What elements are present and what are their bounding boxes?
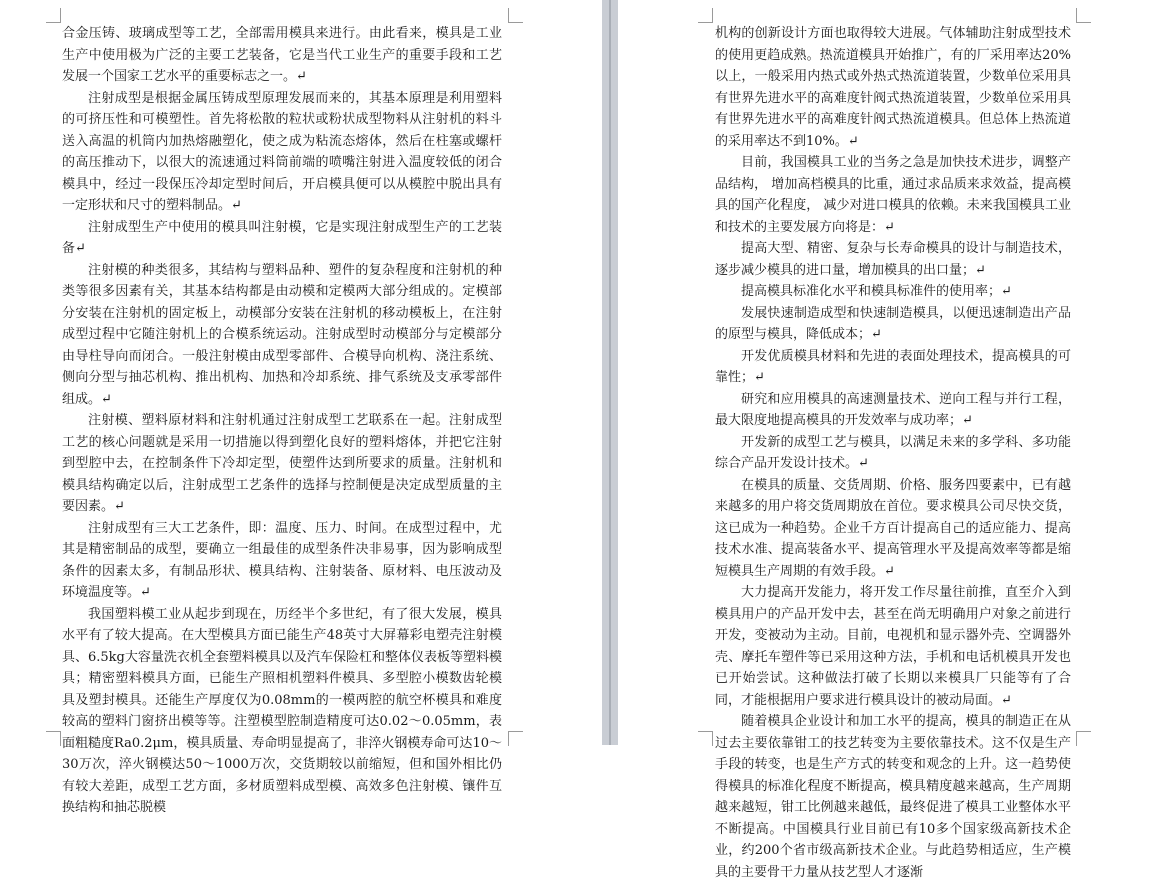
- paragraph[interactable]: 注射成型是根据金属压铸成型原理发展而来的，其基本原理是利用塑料的可挤压性和可模塑性。首先将松散的粒状或粉状成型物料从注射机的料斗送入高温的机筒内加热熔融塑化，使之成为粘流态熔体，然后在柱塞或螺杆的高压推动下，以很大的流速通过料筒前端的喷嘴注射进入温度较低的闭合模具中，经过一段保压冷却定型时间后，开启模具便可以从模腔中脱出具有一定形状和尺寸的塑料制品。↵: [62, 90, 502, 213]
- paragraph[interactable]: 开发新的成型工艺与模具，以满足未来的多学科、多功能综合产品开发设计技术。↵: [715, 434, 1071, 471]
- paragraph[interactable]: 目前，我国模具工业的当务之急是加快技术进步，调整产品结构， 增加高档模具的比重，通过求品质来求效益，提高模具的国产化程度， 减少对进口模具的依赖。未来我国模具工业和技术的主要发展方向将是：↵: [715, 155, 1071, 235]
- corner-crop-mark: [1076, 8, 1091, 23]
- document-page-right[interactable]: [618, 0, 1168, 880]
- paragraph[interactable]: 提高大型、精密、复杂与长寿命模具的设计与制造技术，逐步减少模具的进口量，增加模具的出口量；↵: [715, 241, 1071, 278]
- paragraph[interactable]: 注射模、塑料原材料和注射机通过注射成型工艺联系在一起。注射成型工艺的核心问题就是采用一切措施以得到塑化良好的塑料熔体，并把它注射到型腔中去，在控制条件下冷却定型，使塑件达到所要求的质量。注射机和模具结构确定以后，注射成型工艺条件的选择与控制便是决定成型质量的主要因素。↵: [62, 413, 502, 514]
- corner-crop-mark: [46, 731, 61, 746]
- page-body-text[interactable]: [62, 23, 502, 819]
- page-gutter: [602, 0, 618, 745]
- paragraph[interactable]: 我国塑料模工业从起步到现在，历经半个多世纪，有了很大发展，模具水平有了较大提高。在大型模具方面已能生产48英寸大屏幕彩电塑壳注射模具、6.5kg大容量洗衣机全套塑料模具以及汽车保险杠和整体仪表板等塑料模具；精密塑料模具方面，已能生产照相机塑料件模具、多型腔小模数齿轮模具及塑封模具。还能生产厚度仅为0.08mm的一模两腔的航空杯模具和难度较高的塑料门窗挤出模等等。注塑模型腔制造精度可达0.02～0.05mm，表面粗糙度Ra0.2μm，模具质量、寿命明显提高了，非淬火钢模寿命可达10～30万次，淬火钢模达50～1000万次，交货期较以前缩短，但和国外相比仍有较大差距，成型工艺方面，多材质塑料成型模、高效多色注射模、镶件互换结构和抽芯脱模: [62, 606, 502, 815]
- document-page-left[interactable]: [0, 0, 602, 815]
- paragraph[interactable]: 开发优质模具材料和先进的表面处理技术，提高模具的可靠性；↵: [715, 348, 1071, 385]
- corner-crop-mark: [508, 731, 523, 746]
- corner-crop-mark: [1076, 731, 1091, 746]
- paragraph[interactable]: 在模具的质量、交货周期、价格、服务四要素中，已有越来越多的用户将交货周期放在首位。要求模具公司尽快交货，这已成为一种趋势。企业千方百计提高自己的适应能力、提高技术水准、提高装备水平、提高管理水平及提高效率等都是缩短模具生产周期的有效手段。↵: [715, 477, 1071, 579]
- paragraph[interactable]: 合金压铸、玻璃成型等工艺，全部需用模具来进行。由此看来，模具是工业生产中使用极为广泛的主要工艺装备，它是当代工业生产的重要手段和工艺发展一个国家工艺水平的重要标志之一。↵: [62, 26, 502, 84]
- corner-crop-mark: [508, 8, 523, 23]
- corner-crop-mark: [46, 8, 61, 23]
- paragraph[interactable]: 机构的创新设计方面也取得较大进展。气体辅助注射成型技术的使用更趋成熟。热流道模具开始推广，有的厂采用率达20%以上，一般采用内热式或外热式热流道装置，少数单位采用具有世界先进水平的高难度针阀式热流道装置，少数单位采用具有世界先进水平的高难度针阀式热流道模具。但总体上热流道的采用率达不到10%。↵: [715, 26, 1071, 149]
- paragraph[interactable]: 随着模具企业设计和加工水平的提高，模具的制造正在从过去主要依靠钳工的技艺转变为主要依靠技术。这不仅是生产手段的转变，也是生产方式的转变和观念的上升。这一趋势使得模具的标准化程度不断提高，模具精度越来越高，生产周期越来越短，钳工比例越来越低，最终促进了模具工业整体水平不断提高。中国模具行业目前已有10多个国家级高新技术企业，约200个省市级高新技术企业。与此趋势相适应，生产模具的主要骨干力量从技艺型人才逐渐: [715, 714, 1071, 880]
- paragraph[interactable]: 注射成型有三大工艺条件，即：温度、压力、时间。在成型过程中，尤其是精密制品的成型，要确立一组最佳的成型条件决非易事，因为影响成型条件的因素太多，有制品形状、模具结构、注射装备、原材料、电压波动及环境温度等。↵: [62, 520, 502, 600]
- paragraph[interactable]: 研究和应用模具的高速测量技术、逆向工程与并行工程，最大限度地提高模具的开发效率与成功率；↵: [715, 391, 1071, 428]
- paragraph[interactable]: 注射模的种类很多，其结构与塑料品种、塑件的复杂程度和注射机的种类等很多因素有关，其基本结构都是由动模和定模两大部分组成的。定模部分安装在注射机的固定板上，动模部分安装在注射机的移动模板上，在注射成型过程中它随注射机上的合模系统运动。注射成型时动模部分与定模部分由导柱导向而闭合。一般注射模由成型零部件、合模导向机构、浇注系统、侧向分型与抽芯机构、推出机构、加热和冷却系统、排气系统及支承零部件组成。↵: [62, 262, 502, 407]
- corner-crop-mark: [698, 731, 713, 746]
- paragraph[interactable]: 注射成型生产中使用的模具叫注射模，它是实现注射成型生产的工艺装备↵: [62, 219, 502, 256]
- corner-crop-mark: [698, 8, 713, 23]
- paragraph[interactable]: 提高模具标准化水平和模具标准件的使用率；↵: [741, 284, 1012, 299]
- paragraph[interactable]: 发展快速制造成型和快速制造模具，以便迅速制造出产品的原型与模具，降低成本；↵: [715, 305, 1071, 342]
- paragraph[interactable]: 大力提高开发能力，将开发工作尽量往前推，直至介入到模具用户的产品开发中去，甚至在尚无明确用户对象之前进行开发，变被动为主动。目前，电视机和显示器外壳、空调器外壳、摩托车塑件等已采用这种方法，手机和电话机模具开发也已开始尝试。这种做法打破了长期以来模具厂只能等有了合同，才能根据用户要求进行模具设计的被动局面。↵: [715, 585, 1071, 708]
- page-body-text[interactable]: [715, 23, 1071, 883]
